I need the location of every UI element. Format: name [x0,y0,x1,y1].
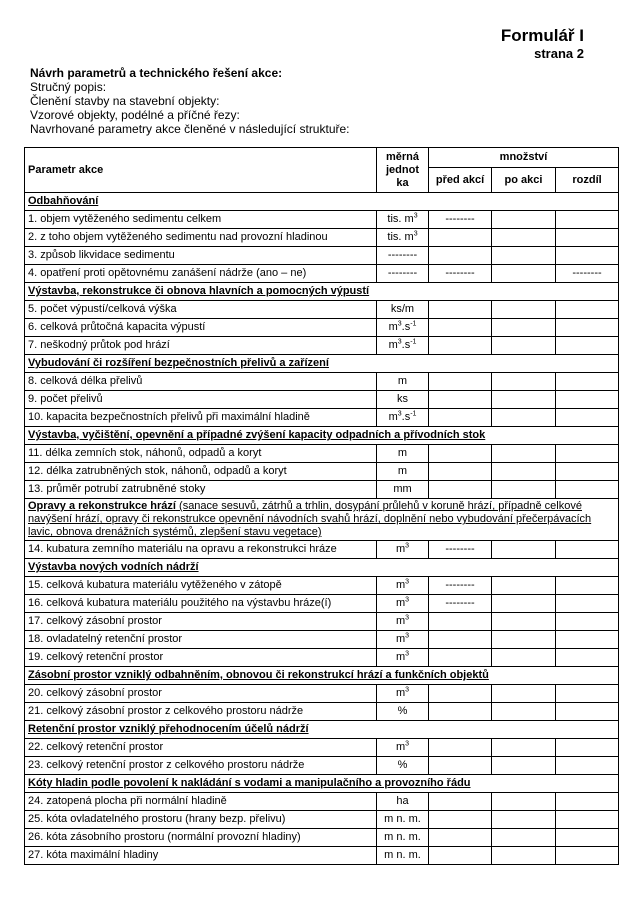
unit-cell [377,631,429,649]
value-after-cell[interactable] [492,631,556,649]
unit-exponent: 3 [397,410,402,418]
section-header-row [25,499,619,541]
section-header-row [25,427,619,445]
table-row [25,481,619,499]
value-diff-cell[interactable] [556,319,619,337]
unit-cell [377,265,429,283]
unit-cell [377,847,429,865]
unit-exponent: 3 [405,686,410,694]
table-row [25,301,619,319]
value-diff-cell[interactable] [556,409,619,427]
unit-text: -------- [387,249,418,261]
value-after-cell[interactable] [492,577,556,595]
value-before-cell[interactable] [429,247,492,265]
param-label: 1. objem vytěženého sedimentu celkem [25,211,377,229]
table-row [25,337,619,355]
unit-exponent: 3 [405,650,410,658]
table-row [25,391,619,409]
unit-text: m n. m. [384,849,421,861]
col-header-param: Parametr akce [25,148,377,193]
value-before-cell[interactable] [429,319,492,337]
value-after-cell[interactable] [492,793,556,811]
value-diff-cell[interactable] [556,811,619,829]
value-diff-cell[interactable] [556,229,619,247]
value-after-cell[interactable] [492,847,556,865]
unit-exponent: 3 [397,338,402,346]
unit-cell [377,463,429,481]
unit-text: m [388,321,398,333]
table-row [25,445,619,463]
value-before-cell[interactable] [429,757,492,775]
section-header-row [25,667,619,685]
unit-text: ks/m [390,303,415,315]
value-before-cell[interactable] [429,391,492,409]
section-title: Výstavba, vyčištění, opevnění a případné zvýšení kapacity odpadních a přívodních stok [28,429,486,441]
value-diff-cell[interactable] [556,541,619,559]
unit-text: % [397,705,408,717]
value-diff-cell[interactable] [556,685,619,703]
col-header-after: po akci [492,168,556,193]
unit-cell [377,391,429,409]
intro-line: Vzorové objekty, podélné a příčné řezy: [30,108,240,122]
unit-text: m [395,615,406,627]
section-title: Odbahňování [28,195,99,207]
value-before-cell[interactable] [429,265,492,283]
value-diff-cell[interactable] [556,463,619,481]
table-row [25,847,619,865]
table-row [25,409,619,427]
value-before-cell[interactable] [429,739,492,757]
value-after-cell[interactable] [492,409,556,427]
table-row [25,373,619,391]
param-label: 11. délka zemních stok, náhonů, odpadů a koryt [25,445,377,463]
table-row [25,811,619,829]
section-title-cell [25,283,619,301]
value-diff-cell[interactable] [556,577,619,595]
table-row [25,541,619,559]
value-before-cell[interactable] [429,373,492,391]
param-label: 13. průměr potrubí zatrubněné stoky [25,481,377,499]
value-before-cell[interactable] [429,631,492,649]
value-before: -------- [445,543,475,555]
unit-text: tis. m [387,231,414,243]
unit-text: m [395,687,406,699]
unit-cell [377,739,429,757]
value-after-cell[interactable] [492,463,556,481]
value-after-cell[interactable] [492,247,556,265]
param-label: 21. celkový zásobní prostor z celkového prostoru nádrže [25,703,377,721]
value-before-cell[interactable] [429,301,492,319]
param-label: 12. délka zatrubněných stok, náhonů, odpadů a koryt [25,463,377,481]
unit-cell [377,301,429,319]
value-before-cell[interactable] [429,229,492,247]
section-title-cell [25,559,619,577]
unit-text: m n. m. [384,813,421,825]
unit-text: m [395,543,406,555]
intro-line: Stručný popis: [30,80,107,94]
value-before-cell[interactable] [429,409,492,427]
section-title-cell [25,193,619,211]
value-diff-cell[interactable] [556,247,619,265]
unit-exponent: 3 [405,578,410,586]
unit-exponent-suffix: -1 [410,338,417,346]
param-label: 17. celkový zásobní prostor [25,613,377,631]
unit-text: ks [397,393,408,405]
table-row [25,319,619,337]
unit-text: m [395,741,406,753]
section-header-row [25,193,619,211]
value-diff-cell[interactable] [556,445,619,463]
param-label: 6. celková průtočná kapacita výpustí [25,319,377,337]
unit-cell [377,649,429,667]
unit-cell [377,247,429,265]
table-row [25,829,619,847]
col-header-before: před akcí [429,168,492,193]
param-label: 24. zatopená plocha při normální hladině [25,793,377,811]
unit-text: m [395,651,406,663]
unit-cell [377,229,429,247]
value-before-cell[interactable] [429,541,492,559]
value-after-cell[interactable] [492,739,556,757]
value-diff-cell[interactable] [556,631,619,649]
unit-cell [377,211,429,229]
unit-text: mm [393,483,412,495]
value-diff-cell[interactable] [556,481,619,499]
value-diff-cell[interactable] [556,757,619,775]
value-after-cell[interactable] [492,373,556,391]
value-before-cell[interactable] [429,685,492,703]
table-row [25,757,619,775]
unit-cell [377,685,429,703]
section-title: Retenční prostor vzniklý přehodnocením účelů nádrží [28,723,309,735]
section-header-row [25,355,619,373]
value-diff-cell[interactable] [556,649,619,667]
unit-cell [377,613,429,631]
unit-text: m [395,597,406,609]
section-header-row [25,559,619,577]
unit-text: ha [396,795,409,807]
section-title-cell [25,775,619,793]
section-title: Kóty hladin podle povolení k nakládání s vodami a manipulačního a provozního řádu [28,777,471,789]
unit-cell [377,319,429,337]
param-label: 23. celkový retenční prostor z celkového prostoru nádrže [25,757,377,775]
param-label: 18. ovladatelný retenční prostor [25,631,377,649]
unit-cell [377,541,429,559]
value-before: -------- [445,579,475,591]
form-header [501,26,584,62]
value-before: -------- [445,213,475,225]
table-row [25,631,619,649]
col-header-diff: rozdíl [556,168,619,193]
value-before-cell[interactable] [429,847,492,865]
param-label: 20. celkový zásobní prostor [25,685,377,703]
unit-cell [377,811,429,829]
unit-text: m n. m. [384,831,421,843]
value-before: -------- [445,267,475,279]
value-after-cell[interactable] [492,811,556,829]
param-label: 22. celkový retenční prostor [25,739,377,757]
value-after-cell[interactable] [492,703,556,721]
section-title: Opravy a rekonstrukce hrází [28,500,176,512]
section-header-row [25,721,619,739]
unit-exponent: 3 [405,614,410,622]
unit-cell [377,445,429,463]
param-label: 9. počet přelivů [25,391,377,409]
unit-cell [377,337,429,355]
form-title: Formulář I [500,26,584,45]
value-before-cell[interactable] [429,649,492,667]
unit-text: m [397,465,408,477]
value-before-cell[interactable] [429,445,492,463]
param-label: 19. celkový retenční prostor [25,649,377,667]
value-after-cell[interactable] [492,757,556,775]
param-label: 2. z toho objem vytěženého sedimentu nad provozní hladinou [25,229,377,247]
section-title-cell [25,355,619,373]
unit-exponent: 3 [405,632,410,640]
section-note: (sanace sesuvů, zátrhů a trhlin, dosypání průlehů v koruně hrází, případně celkové navýšení hrází, opravy či rekonstrukce opevnění návodních svahů hrází, doplnění nebo vybudování přečerpávacích lavic, obnova drenážních systémů, zlepšení stavu vegetace) [28,500,592,538]
value-before-cell[interactable] [429,793,492,811]
value-diff-cell[interactable] [556,595,619,613]
value-before-cell[interactable] [429,211,492,229]
unit-text-suffix: .s [401,321,411,333]
unit-exponent: 3 [405,596,410,604]
unit-exponent: 3 [397,320,402,328]
intro-title: Návrh parametrů a technického řešení akce: [30,66,283,80]
param-label: 7. neškodný průtok pod hrází [25,337,377,355]
unit-cell [377,409,429,427]
section-title: Výstavba, rekonstrukce či obnova hlavních a pomocných výpustí [28,285,370,297]
table-row [25,703,619,721]
unit-text: m [395,579,406,591]
value-after-cell[interactable] [492,613,556,631]
value-diff-cell[interactable] [556,793,619,811]
table-row [25,229,619,247]
unit-exponent-suffix: -1 [410,410,417,418]
unit-cell [377,757,429,775]
unit-text: m [397,447,408,459]
unit-cell [377,373,429,391]
unit-text: tis. m [387,213,414,225]
unit-text: m [397,375,408,387]
unit-exponent: 3 [405,542,410,550]
value-before-cell[interactable] [429,613,492,631]
value-diff-cell[interactable] [556,847,619,865]
value-diff: -------- [572,267,602,279]
value-diff-cell[interactable] [556,373,619,391]
value-after-cell[interactable] [492,595,556,613]
unit-text-suffix: .s [401,339,411,351]
value-after-cell[interactable] [492,481,556,499]
unit-exponent-suffix: -1 [410,320,417,328]
table-row [25,211,619,229]
unit-cell [377,793,429,811]
col-header-unit: měrná jednot ka [377,148,429,193]
value-before-cell[interactable] [429,703,492,721]
value-before-cell[interactable] [429,577,492,595]
value-after-cell[interactable] [492,319,556,337]
value-before-cell[interactable] [429,463,492,481]
table-row [25,595,619,613]
value-diff-cell[interactable] [556,301,619,319]
value-after-cell[interactable] [492,229,556,247]
table-row [25,649,619,667]
value-after-cell[interactable] [492,391,556,409]
param-label: 25. kóta ovladatelného prostoru (hrany bezp. přelivu) [25,811,377,829]
intro-line: Členění stavby na stavební objekty: [30,94,220,108]
unit-text: -------- [387,267,418,279]
value-after-cell[interactable] [492,829,556,847]
value-after-cell[interactable] [492,265,556,283]
param-label: 3. způsob likvidace sedimentu [25,247,377,265]
section-title-cell [25,721,619,739]
value-before-cell[interactable] [429,481,492,499]
table-row [25,247,619,265]
section-header-row [25,283,619,301]
value-after-cell[interactable] [492,337,556,355]
section-title: Zásobní prostor vzniklý odbahněním, obnovou či rekonstrukcí hrází a funkčních objektů [28,669,489,681]
value-after-cell[interactable] [492,445,556,463]
param-label: 10. kapacita bezpečnostních přelivů při maximální hladině [25,409,377,427]
section-title-cell [25,499,619,541]
section-title-cell [25,427,619,445]
value-after-cell[interactable] [492,541,556,559]
value-before-cell[interactable] [429,829,492,847]
table-row [25,463,619,481]
unit-cell [377,829,429,847]
param-label: 16. celková kubatura materiálu použitého na výstavbu hráze(í) [25,595,377,613]
table-row [25,739,619,757]
value-diff-cell[interactable] [556,613,619,631]
section-header-row [25,775,619,793]
page-label: strana 2 [534,46,584,61]
value-after-cell[interactable] [492,211,556,229]
value-before-cell[interactable] [429,595,492,613]
value-after-cell[interactable] [492,685,556,703]
col-header-quantity: množství [429,148,619,168]
table-row [25,685,619,703]
unit-exponent: 3 [413,212,418,220]
section-title: Výstavba nových vodních nádrží [28,561,199,573]
unit-cell [377,481,429,499]
unit-text: % [397,759,408,771]
unit-text: m [395,633,406,645]
value-diff-cell[interactable] [556,265,619,283]
unit-text-suffix: .s [401,411,411,423]
unit-text: m [388,411,398,423]
value-before: -------- [445,597,475,609]
section-title-cell [25,667,619,685]
table-row [25,613,619,631]
param-label: 8. celková délka přelivů [25,373,377,391]
param-label: 5. počet výpustí/celková výška [25,301,377,319]
intro-line: Navrhované parametry akce členěné v následující struktuře: [30,122,350,136]
value-diff-cell[interactable] [556,703,619,721]
value-diff-cell[interactable] [556,739,619,757]
intro-block [30,66,350,136]
param-label: 14. kubatura zemního materiálu na opravu a rekonstrukci hráze [25,541,377,559]
value-diff-cell[interactable] [556,337,619,355]
value-after-cell[interactable] [492,301,556,319]
unit-cell [377,703,429,721]
table-row [25,577,619,595]
parameters-table [24,147,619,865]
table-row [25,265,619,283]
table-row [25,793,619,811]
unit-cell [377,577,429,595]
param-label: 4. opatření proti opětovnému zanášení nádrže (ano – ne) [25,265,377,283]
value-after-cell[interactable] [492,649,556,667]
section-title: Vybudování či rozšíření bezpečnostních přelivů a zařízení [28,357,329,369]
unit-cell [377,595,429,613]
value-before-cell[interactable] [429,337,492,355]
value-diff-cell[interactable] [556,211,619,229]
value-diff-cell[interactable] [556,391,619,409]
value-diff-cell[interactable] [556,829,619,847]
param-label: 15. celková kubatura materiálu vytěženého v zátopě [25,577,377,595]
param-label: 27. kóta maximální hladiny [25,847,377,865]
unit-exponent: 3 [405,740,410,748]
unit-text: m [388,339,398,351]
value-before-cell[interactable] [429,811,492,829]
unit-exponent: 3 [413,230,418,238]
param-label: 26. kóta zásobního prostoru (normální provozní hladiny) [25,829,377,847]
